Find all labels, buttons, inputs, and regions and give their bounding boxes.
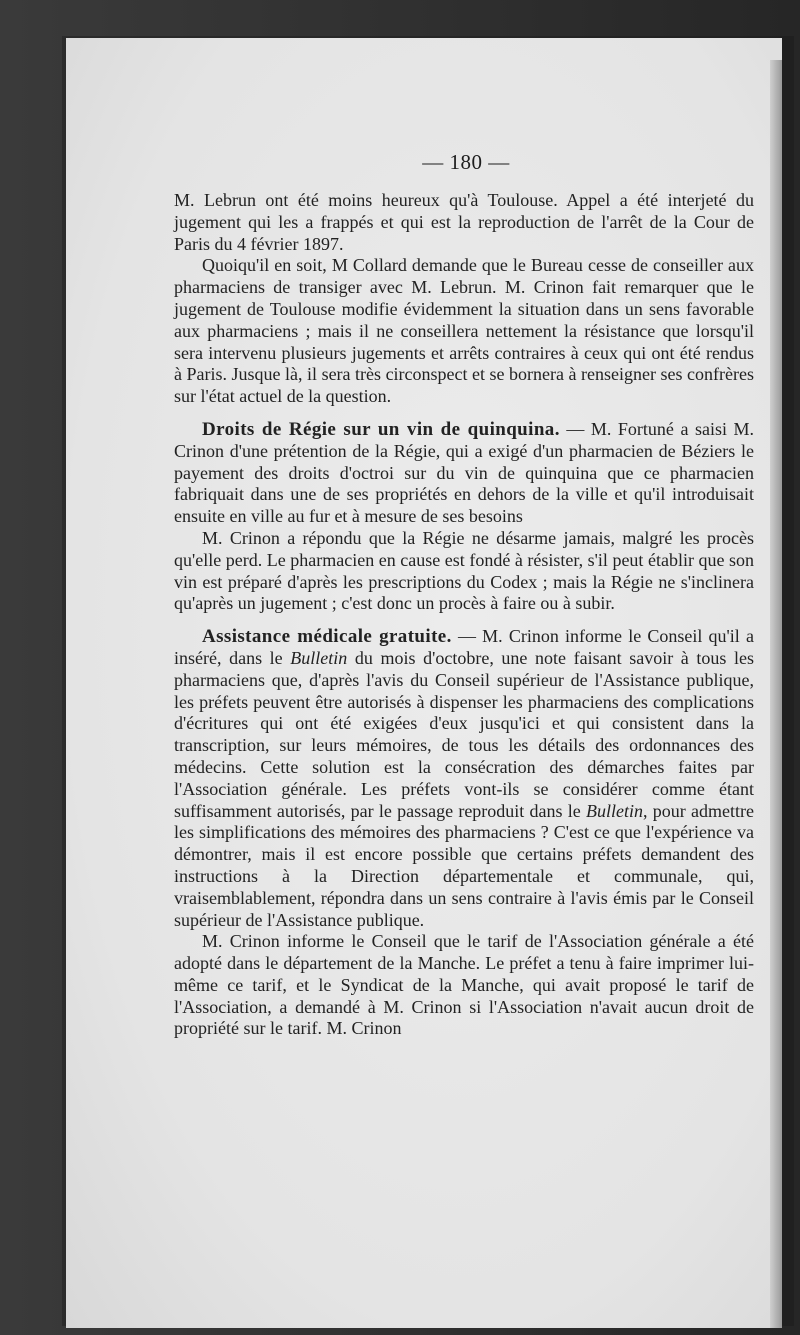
section-heading-assistance: Assistance médicale gratuite.	[202, 626, 452, 648]
page-edge	[770, 60, 782, 1328]
paragraph-tarif-manche: M. Crinon informe le Conseil que le tarif de l'Association générale a été adopté dans le département de la Manche. Le préfet a tenu à faire imprimer lui-même ce tarif, et le Syndicat de la Manche, qui avait proposé le tarif de l'Association, a demandé à M. Crinon si l'Association n'avait aucun droit de propriété sur le tarif. M. Crinon	[174, 931, 754, 1039]
paragraph-assistance-text-b: du mois d'octobre, une note faisant savoir à tous les pharmaciens que, d'après l'avis du Conseil supérieur de l'Assistance publique, les préfets peuvent être autorisés à dispenser les pharmaciens des complications d'écritures qui ont été exigées d'eux jusqu'ici et qui consistent dans la transcription, sur leurs mémoires, de tous les détails des ordonnances des médecins. Cette solution est la consécration des démarches faites par l'Association générale. Les préfets vont-ils se considérer comme étant suffisamment autorisés, par le passage reproduit dans le	[174, 647, 754, 821]
paragraph-assistance	[174, 626, 754, 931]
bulletin-italic-2: Bulletin	[586, 800, 644, 821]
bulletin-italic-1: Bulletin	[290, 647, 348, 668]
paragraph-crinon-regie: M. Crinon a répondu que la Régie ne désarme jamais, malgré les procès qu'elle perd. Le pharmacien en cause est fondé à résister, s'il peut établir que son vin est préparé d'après les prescriptions du Codex ; mais la Régie ne s'inclinera qu'après un jugement ; c'est donc un procès à faire ou à subir.	[174, 527, 754, 614]
paragraph-droits-regie-text: — M. Fortuné a saisi M. Crinon d'une prétention de la Régie, qui a exigé d'un pharmacien de Béziers le payement des droits d'octroi sur du vin de quinquina que ce pharmacien fabriquait dans une de ses propriétés en dehors de la ville et qu'il introduisait ensuite en ville au fur et à mesure de ses besoins	[174, 418, 754, 527]
paragraph-assistance-text-c: , pour admettre les simplifications des mémoires des pharmaciens ? C'est ce que l'expérience va démontrer, mais il est encore possible que certains préfets demandent des instructions à la Direction départementale et communale, qui, vraisemblablement, répondra dans un sens contraire à l'avis émis par le Conseil supérieur de l'Assistance publique.	[174, 800, 754, 930]
section-heading-droits-regie: Droits de Régie sur un vin de quinquina.	[202, 418, 560, 440]
paragraph-lebrun: M. Lebrun ont été moins heureux qu'à Toulouse. Appel a été interjeté du jugement qui les a frappés et qui est la reproduction de l'arrêt de la Cour de Paris du 4 février 1897.	[174, 190, 754, 254]
page-body	[174, 190, 754, 1040]
page-number: — 180 —	[422, 150, 510, 174]
paragraph-collard: Quoiqu'il en soit, M Collard demande que le Bureau cesse de conseiller aux pharmaciens de transiger avec M. Lebrun. M. Crinon fait remarquer que le jugement de Toulouse modifie évidemment la situation dans un sens favorable aux pharmaciens ; mais il ne conseillera nettement la résistance que lorsqu'il sera intervenu plusieurs jugements et arrêts contraires à ceux qui ont été rendus à Paris. Jusque là, il sera très circonspect et se bornera à renseigner ses confrères sur l'état actuel de la question.	[174, 255, 754, 407]
paragraph-droits-regie	[174, 419, 754, 528]
paragraph-assistance-text-a: — M. Crinon informe le Conseil qu'il a inséré, dans le	[174, 626, 754, 668]
